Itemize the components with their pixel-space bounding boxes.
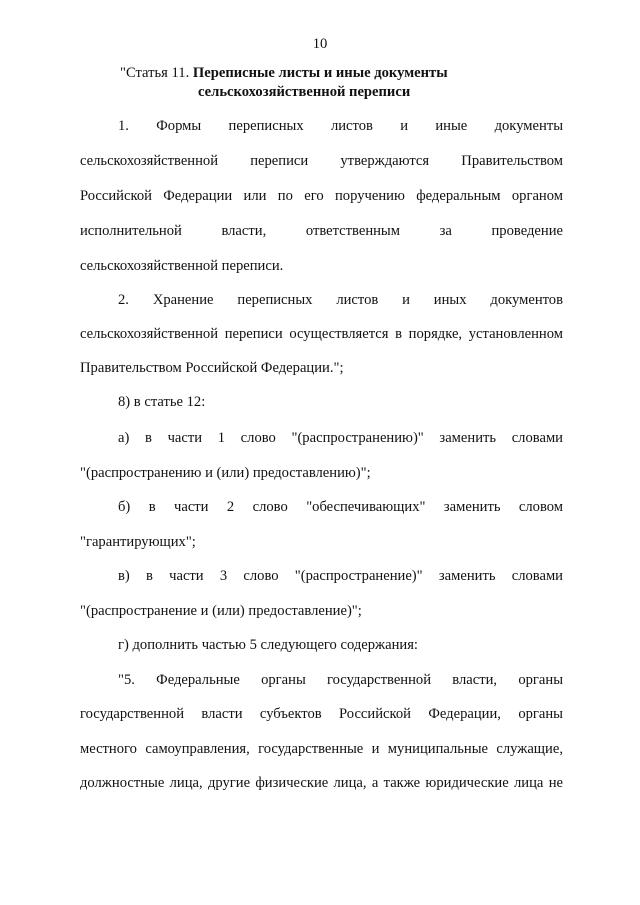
text-line: исполнительной власти, ответственным за проведение	[80, 223, 563, 239]
text-line: в) в части 3 слово "(распространение)" заменить словами	[118, 568, 563, 584]
text-line: 8) в статье 12:	[118, 394, 206, 410]
text-line: сельскохозяйственной переписи.	[80, 258, 284, 274]
heading-line-1	[120, 64, 560, 83]
text-line: "5. Федеральные органы государственной власти, органы	[118, 672, 563, 688]
text-line: Правительством Российской Федерации.";	[80, 360, 344, 376]
text-line: государственной власти субъектов Российской Федерации, органы	[80, 706, 563, 722]
text-line: "(распространение и (или) предоставление)";	[80, 603, 362, 619]
heading-prefix: "Статья 11.	[120, 65, 193, 81]
page-number: 10	[312, 36, 328, 52]
text-line: 2. Хранение переписных листов и иных документов	[118, 292, 563, 308]
heading-title-line-1: Переписные листы и иные документы	[192, 65, 448, 81]
text-line: г) дополнить частью 5 следующего содержания:	[118, 637, 418, 653]
text-line: должностные лица, другие физические лица, а также юридические лица не	[80, 775, 563, 791]
text-line: "гарантирующих";	[80, 534, 196, 550]
heading-line-2	[120, 83, 560, 102]
text-line: сельскохозяйственной переписи утверждаются Правительством	[80, 153, 563, 169]
text-line: Российской Федерации или по его поручению федеральным органом	[80, 188, 563, 204]
text-line: б) в части 2 слово "обеспечивающих" заменить словом	[118, 499, 563, 515]
text-line: "(распространению и (или) предоставлению)";	[80, 465, 371, 481]
article-heading	[120, 64, 560, 102]
text-line: сельскохозяйственной переписи осуществляется в порядке, установленном	[80, 326, 563, 342]
text-line: местного самоуправления, государственные и муниципальные служащие,	[80, 741, 563, 757]
text-line: а) в части 1 слово "(распространению)" заменить словами	[118, 430, 563, 446]
heading-title-line-2: сельскохозяйственной переписи	[198, 84, 411, 100]
text-line: 1. Формы переписных листов и иные документы	[118, 118, 563, 134]
